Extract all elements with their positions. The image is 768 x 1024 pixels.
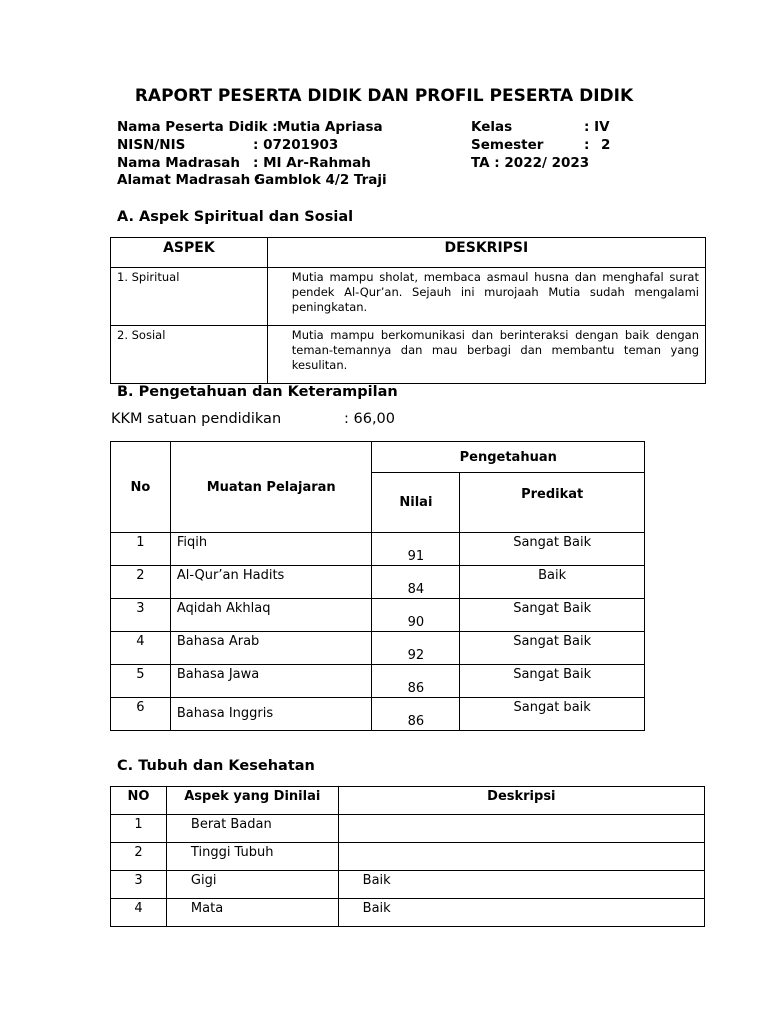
no-cell: 5 xyxy=(111,665,171,698)
predikat-cell: Sangat baik xyxy=(460,698,645,731)
table-row xyxy=(111,665,645,698)
table-row xyxy=(111,326,706,384)
nilai-cell: 90 xyxy=(372,599,460,632)
table-row xyxy=(111,899,705,927)
col-predikat-header: Predikat xyxy=(460,473,645,533)
predikat-cell: Sangat Baik xyxy=(460,599,645,632)
tahun-ajaran: TA : 2022/ 2023 xyxy=(471,155,590,171)
muatan-cell: Aqidah Akhlaq xyxy=(170,599,372,632)
alamat-value: Gamblok 4/2 Traji xyxy=(254,172,387,188)
no-cell: 6 xyxy=(111,698,171,731)
student-name-value: Mutia Apriasa xyxy=(277,119,383,135)
nilai-cell: 91 xyxy=(372,533,460,566)
no-cell: 2 xyxy=(111,566,171,599)
semester-colon: : xyxy=(584,137,590,153)
no-cell: 1 xyxy=(111,815,167,843)
semester-value: 2 xyxy=(601,137,611,153)
alamat-label: Alamat Madrasah : xyxy=(117,172,261,188)
section-c-heading: C. Tubuh dan Kesehatan xyxy=(117,758,315,774)
nilai-cell: 92 xyxy=(372,632,460,665)
predikat-cell: Sangat Baik xyxy=(460,632,645,665)
grades-table xyxy=(110,441,645,731)
madrasah-value: : MI Ar-Rahmah xyxy=(253,155,371,171)
table-row xyxy=(111,599,645,632)
no-cell: 4 xyxy=(111,899,167,927)
deskripsi-cell: Baik xyxy=(338,899,704,927)
col-no-header: No xyxy=(111,442,171,533)
aspek-cell: Mata xyxy=(166,899,338,927)
section-b-heading: B. Pengetahuan dan Keterampilan xyxy=(117,384,398,400)
col-no-header: NO xyxy=(111,787,167,815)
health-table xyxy=(110,786,705,927)
no-cell: 3 xyxy=(111,599,171,632)
table-row xyxy=(111,566,645,599)
col-pengetahuan-header: Pengetahuan xyxy=(372,442,645,473)
aspek-cell: Berat Badan xyxy=(166,815,338,843)
aspek-cell: Tinggi Tubuh xyxy=(166,843,338,871)
col-nilai-header: Nilai xyxy=(372,473,460,533)
section-a-heading: A. Aspek Spiritual dan Sosial xyxy=(117,209,354,225)
table-row xyxy=(111,871,705,899)
kkm-value: : 66,00 xyxy=(344,411,396,427)
no-cell: 3 xyxy=(111,871,167,899)
table-row xyxy=(111,533,645,566)
nisn-label: NISN/NIS xyxy=(117,137,186,153)
table-row xyxy=(111,815,705,843)
nilai-cell: 84 xyxy=(372,566,460,599)
aspek-cell: 1. Spiritual xyxy=(111,268,268,326)
col-aspek-header: ASPEK xyxy=(111,238,268,268)
col-aspek-header: Aspek yang Dinilai xyxy=(166,787,338,815)
muatan-cell: Bahasa Inggris xyxy=(170,698,372,731)
no-cell: 4 xyxy=(111,632,171,665)
semester-label: Semester xyxy=(471,137,544,153)
muatan-cell: Bahasa Arab xyxy=(170,632,372,665)
predikat-cell: Sangat Baik xyxy=(460,665,645,698)
deskripsi-cell: Mutia mampu sholat, membaca asmaul husna dan menghafal surat pendek Al-Qur’an. Sejauh ini murojaah Mutia sudah mengalami peningkatan. xyxy=(267,268,705,326)
muatan-cell: Bahasa Jawa xyxy=(170,665,372,698)
muatan-cell: Fiqih xyxy=(170,533,372,566)
kelas-value: : IV xyxy=(584,119,610,135)
table-row xyxy=(111,632,645,665)
nisn-value: : 07201903 xyxy=(253,137,339,153)
deskripsi-cell: Baik xyxy=(338,871,704,899)
predikat-cell: Baik xyxy=(460,566,645,599)
page-title: RAPORT PESERTA DIDIK DAN PROFIL PESERTA DIDIK xyxy=(134,86,634,106)
no-cell: 2 xyxy=(111,843,167,871)
no-cell: 1 xyxy=(111,533,171,566)
muatan-cell: Al-Qur’an Hadits xyxy=(170,566,372,599)
table-row xyxy=(111,698,645,731)
aspek-cell: Gigi xyxy=(166,871,338,899)
nilai-cell: 86 xyxy=(372,698,460,731)
table-row xyxy=(111,268,706,326)
deskripsi-cell xyxy=(338,843,704,871)
spiritual-social-table xyxy=(110,237,706,384)
madrasah-label: Nama Madrasah xyxy=(117,155,241,171)
deskripsi-cell: Mutia mampu berkomunikasi dan berinteraksi dengan baik dengan teman-temannya dan mau berbagi dan membantu teman yang kesulitan. xyxy=(267,326,705,384)
deskripsi-cell xyxy=(338,815,704,843)
student-name-label: Nama Peserta Didik : xyxy=(117,119,278,135)
col-deskripsi-header: DESKRIPSI xyxy=(267,238,705,268)
col-muatan-header: Muatan Pelajaran xyxy=(170,442,372,533)
table-row xyxy=(111,843,705,871)
kelas-label: Kelas xyxy=(471,119,513,135)
aspek-cell: 2. Sosial xyxy=(111,326,268,384)
predikat-cell: Sangat Baik xyxy=(460,533,645,566)
col-deskripsi-header: Deskripsi xyxy=(338,787,704,815)
nilai-cell: 86 xyxy=(372,665,460,698)
kkm-label: KKM satuan pendidikan xyxy=(111,411,282,427)
